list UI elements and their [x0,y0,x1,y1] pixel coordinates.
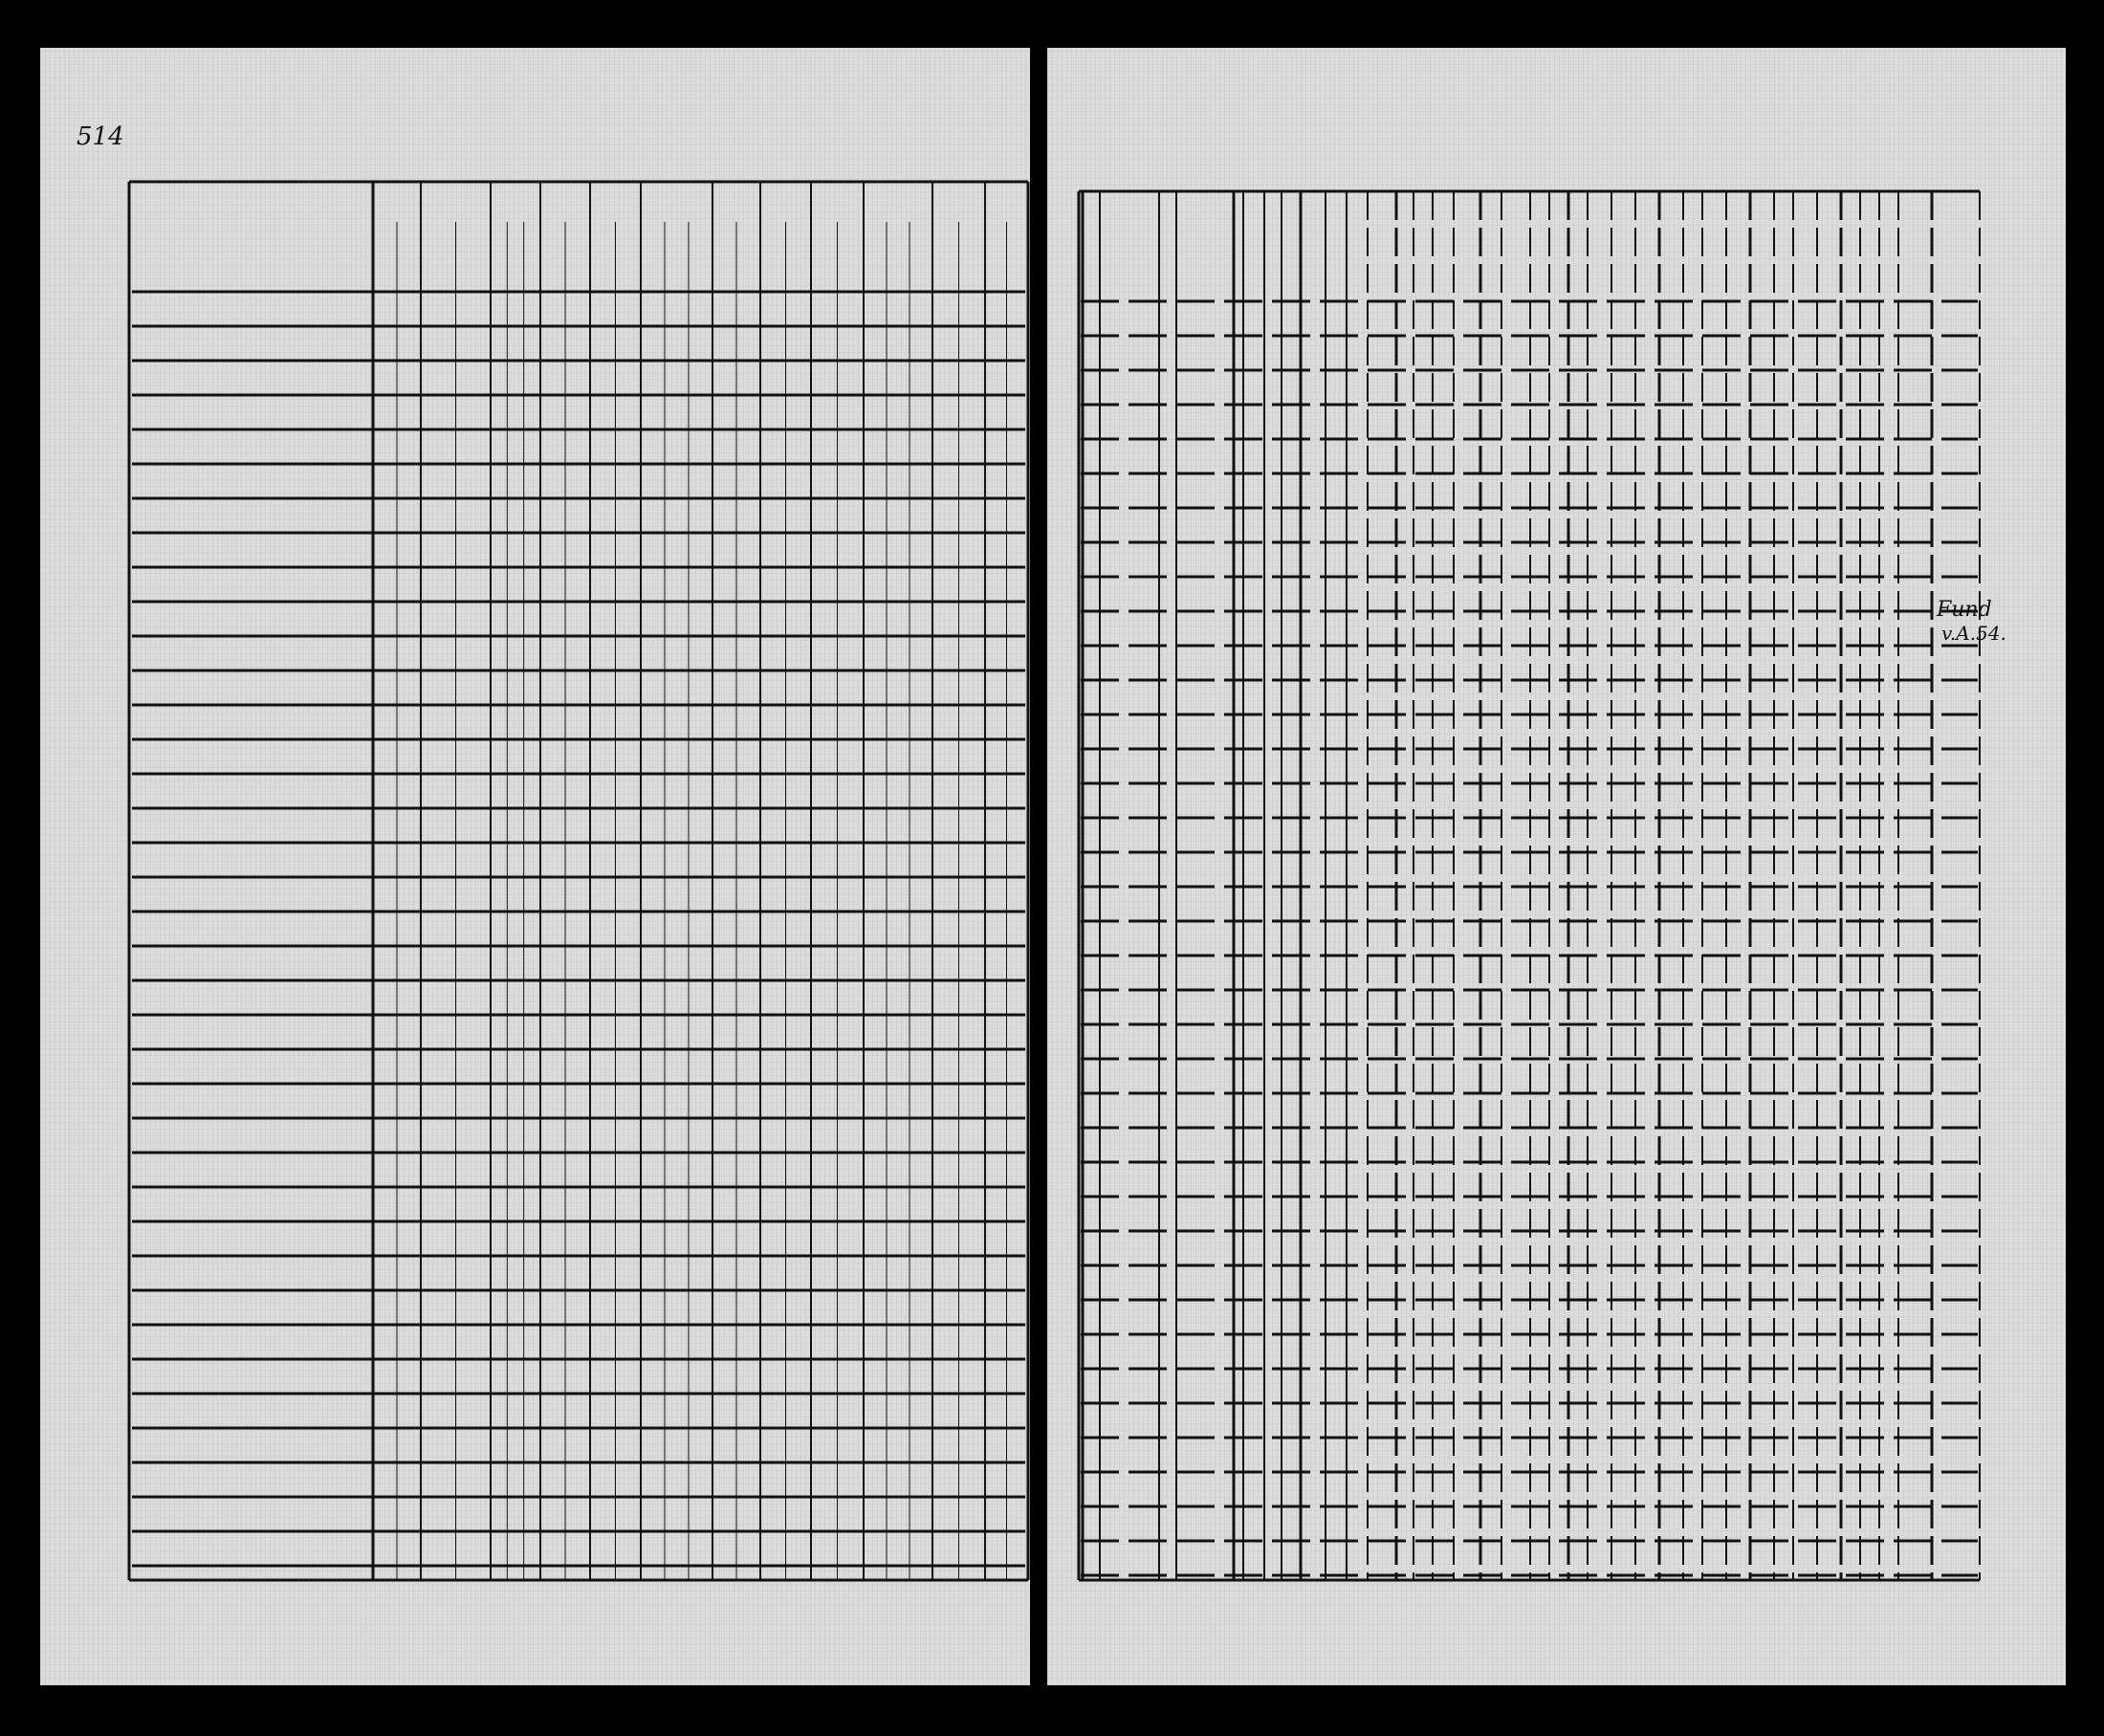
margin-note-line2: v.A.54. [1941,622,2006,645]
margin-note-line1: Fund [1937,598,1992,622]
page-number: 514 [77,122,124,151]
